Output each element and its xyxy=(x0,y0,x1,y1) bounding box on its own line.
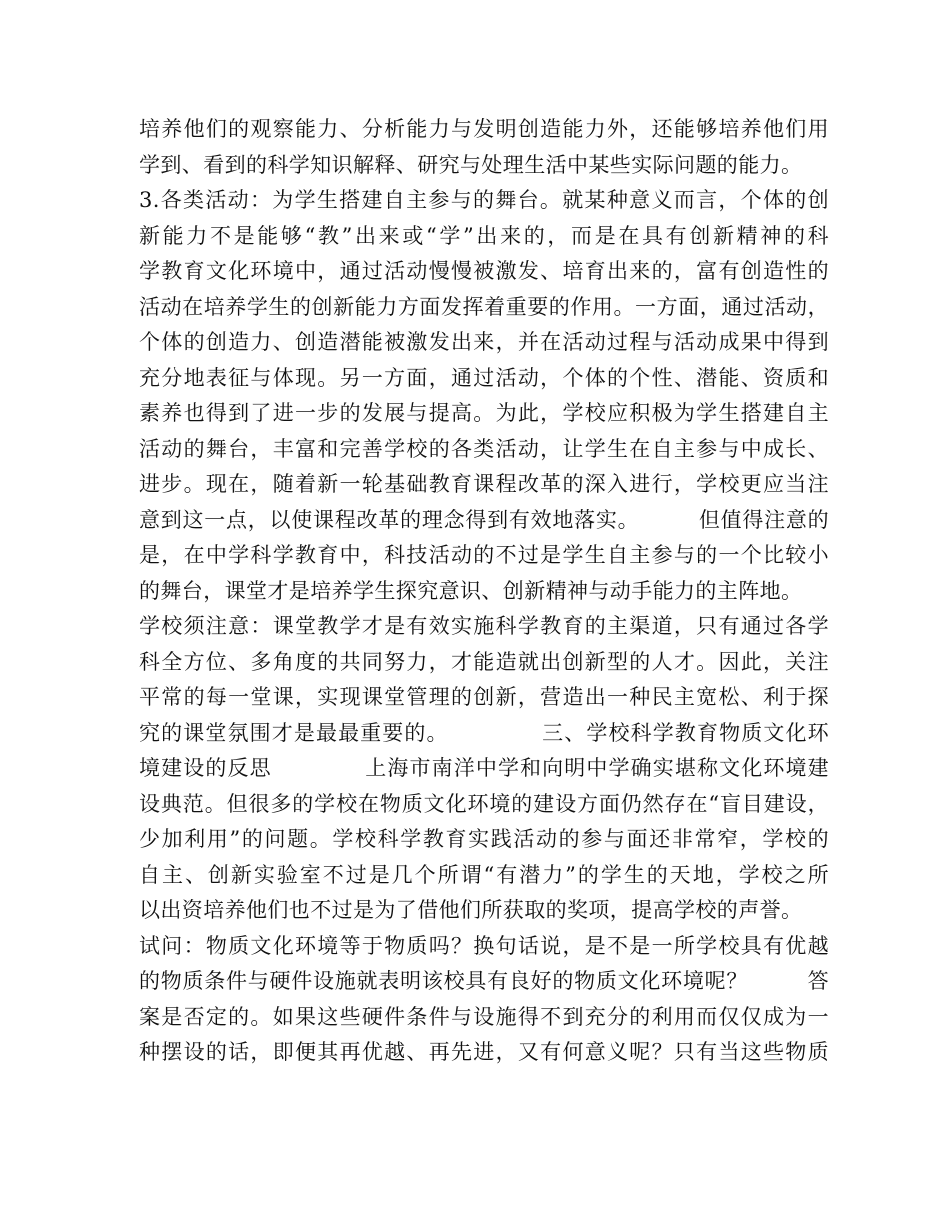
text-line: 少加利用”的问题。学校科学教育实践活动的参与面还非常窄，学校的 xyxy=(139,827,829,851)
text-line: 是，在中学科学教育中，科技活动的不过是学生自主参与的一个比较小 xyxy=(139,543,829,567)
text-line: 学教育文化环境中，通过活动慢慢被激发、培育出来的，富有创造性的 xyxy=(139,259,829,283)
text-line: 培养他们的观察能力、分析能力与发明创造能力外，还能够培养他们用 xyxy=(139,117,829,141)
text-line: 设典范。但很多的学校在物质文化环境的建设方面仍然存在“盲目建设， xyxy=(139,791,829,816)
text-line: 种摆设的话，即便其再优越、再先进，又有何意义呢？只有当这些物质 xyxy=(139,1040,829,1064)
text-line: 科全方位、多角度的共同努力，才能造就出创新型的人才。因此，关注 xyxy=(139,649,829,674)
text-line: 的舞台，课堂才是培养学生探究意识、创新精神与动手能力的主阵地。 xyxy=(139,578,803,603)
text-line: 新能力不是能够“教”出来或“学”出来的，而是在具有创新精神的科 xyxy=(139,223,829,248)
text-line: 充分地表征与体现。另一方面，通过活动，个体的个性、潜能、资质和 xyxy=(139,365,829,390)
text-line: 学到、看到的科学知识解释、研究与处理生活中某些实际问题的能力。 xyxy=(139,152,803,177)
text-line: 案是否定的。如果这些硬件条件与设施得不到充分的利用而仅仅成为一 xyxy=(139,1004,829,1029)
text-line: 素养也得到了进一步的发展与提高。为此，学校应积极为学生搭建自主 xyxy=(139,401,829,425)
text-line: 活动的舞台，丰富和完善学校的各类活动，让学生在自主参与中成长、 xyxy=(139,436,829,461)
text-line: 活动在培养学生的创新能力方面发挥着重要的作用。一方面，通过活动， xyxy=(139,294,829,319)
text-line: 究的课堂氛围才是最最重要的。 三、学校科学教育物质文化环 xyxy=(139,720,829,745)
text-line: 的物质条件与硬件设施就表明该校具有良好的物质文化环境呢？ 答 xyxy=(139,969,829,993)
text-line: 学校须注意：课堂教学才是有效实施科学教育的主渠道，只有通过各学 xyxy=(139,614,829,638)
text-line: 以出资培养他们也不过是为了借他们所获取的奖项，提高学校的声誉。 xyxy=(139,898,803,922)
text-line: 境建设的反思 上海市南洋中学和向明中学确实堪称文化环境建 xyxy=(139,756,829,780)
text-line: 意到这一点，以使课程改革的理念得到有效地落实。 但值得注意的 xyxy=(139,507,829,532)
text-line: 自主、创新实验室不过是几个所谓“有潜力”的学生的天地，学校之所 xyxy=(139,862,829,887)
body-text xyxy=(139,112,829,1071)
text-line: 试问：物质文化环境等于物质吗？换句话说，是不是一所学校具有优越 xyxy=(139,933,829,958)
text-line: 进步。现在，随着新一轮基础教育课程改革的深入进行，学校更应当注 xyxy=(139,472,829,496)
text-line: 平常的每一堂课，实现课堂管理的创新，营造出一种民主宽松、利于探 xyxy=(139,685,829,709)
text-line: 个体的创造力、创造潜能被激发出来，并在活动过程与活动成果中得到 xyxy=(139,330,829,354)
text-line: 3.各类活动：为学生搭建自主参与的舞台。就某种意义而言，个体的创 xyxy=(139,188,829,212)
